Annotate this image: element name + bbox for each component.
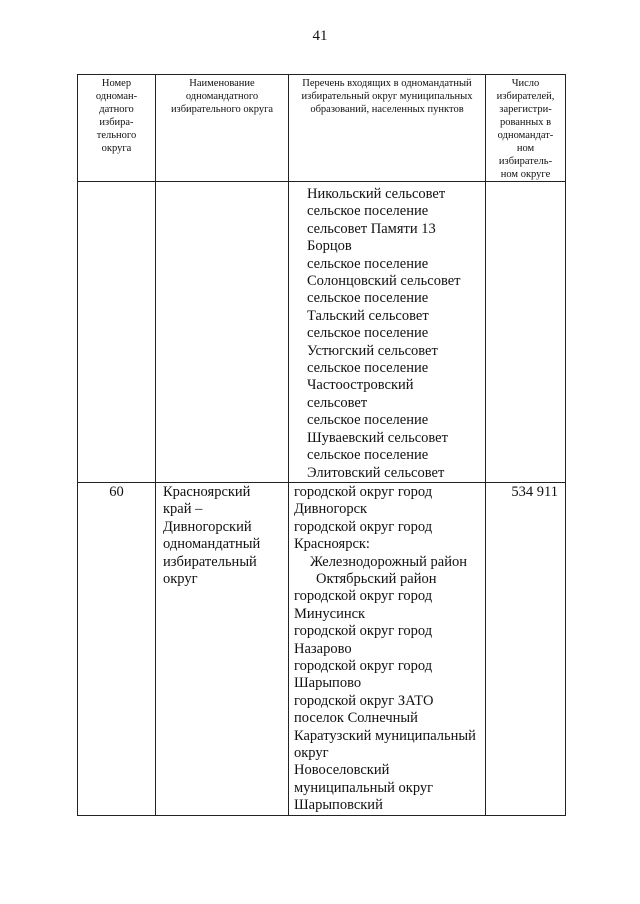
municipality-line: сельсовет	[307, 394, 368, 411]
header-line: Наименование	[189, 78, 255, 89]
header-line: датного	[99, 104, 134, 115]
district-number-cell	[78, 182, 156, 483]
district-name-line: Красноярский	[163, 483, 251, 500]
header-district-name	[156, 75, 289, 182]
header-line: тельного	[96, 130, 137, 141]
municipality-line: сельсовет Памяти 13	[307, 220, 436, 237]
district-name-line: край –	[163, 501, 203, 518]
municipality-line: Железнодорожный район	[310, 553, 467, 570]
header-line: избирательный округ муниципальных	[301, 91, 473, 102]
municipality-line: Красноярск:	[294, 536, 370, 553]
municipality-line: сельское поселение	[307, 325, 429, 342]
municipality-line: городской округ город	[294, 483, 433, 500]
municipality-line: сельское поселение	[307, 255, 429, 272]
municipality-line: сельское поселение	[307, 412, 429, 429]
municipality-line: сельское поселение	[307, 290, 429, 307]
municipality-line: Каратузский муниципальный	[294, 727, 476, 744]
municipality-line: Тальский сельсовет	[307, 307, 429, 324]
district-name-cell	[156, 182, 289, 483]
header-line: ном округе	[500, 169, 551, 180]
municipality-line: Минусинск	[294, 605, 366, 622]
voter-count-cell	[486, 182, 566, 483]
district-name-cell	[156, 482, 289, 815]
header-voter-count	[486, 75, 566, 182]
district-name-line: одномандатный	[163, 536, 261, 553]
header-line: одноман-	[95, 91, 138, 102]
table-row-continuation	[78, 182, 566, 483]
header-line: избирателей,	[496, 91, 555, 102]
municipality-line: Назарово	[294, 640, 352, 657]
municipality-line: Частоостровский	[307, 377, 414, 394]
district-name-line: избирательный	[163, 553, 257, 570]
table-row-district-60	[78, 482, 566, 815]
municipality-line: поселок Солнечный	[294, 710, 418, 727]
municipality-line: городской округ город	[294, 588, 433, 605]
municipality-line: Шуваевский сельсовет	[307, 429, 448, 446]
municipality-line: городской округ город	[294, 623, 433, 640]
municipality-line: округ	[294, 745, 329, 761]
municipality-line: городской округ ЗАТО	[294, 692, 434, 709]
header-line: Перечень входящих в одномандатный	[302, 78, 472, 89]
municipality-list	[289, 483, 485, 815]
header-line: образований, населенных пунктов	[310, 104, 464, 115]
table-header-row	[78, 75, 566, 182]
municipality-line: муниципальный округ	[294, 779, 434, 796]
municipality-line: городской округ город	[294, 518, 433, 535]
header-line: Номер	[101, 78, 132, 89]
municipality-line: Октябрьский район	[316, 570, 437, 587]
header-district-number	[78, 75, 156, 182]
municipality-line: Элитовский сельсовет	[307, 464, 445, 481]
header-line: рованных в	[499, 117, 552, 128]
electoral-districts-table	[77, 74, 566, 816]
municipality-line: сельское поселение	[307, 447, 429, 464]
voter-count-cell: 534 911	[486, 482, 566, 815]
header-line: одномандат-	[497, 130, 554, 141]
header-line: округа	[101, 143, 132, 154]
municipality-line: сельское поселение	[307, 203, 429, 220]
header-line: одномандатного	[185, 91, 259, 102]
municipality-line: Солонцовский сельсовет	[307, 273, 461, 290]
header-line: избира-	[99, 117, 134, 128]
district-number-cell: 60	[78, 482, 156, 815]
district-name-line: Дивногорский	[163, 518, 252, 535]
page-number: 41	[312, 28, 328, 44]
municipality-line: Борцов	[307, 238, 352, 255]
municipality-line: городской округ город	[294, 657, 433, 674]
municipalities-cell	[289, 182, 486, 483]
header-line: Число	[511, 78, 540, 89]
header-line: избиратель-	[498, 156, 553, 167]
municipality-list	[289, 182, 485, 482]
municipality-line: Новоселовский	[294, 762, 390, 779]
municipality-line: сельское поселение	[307, 360, 429, 377]
municipality-line: Шарыпово	[294, 675, 362, 692]
district-name-line: округ	[163, 570, 198, 587]
municipality-line: Устюгский сельсовет	[307, 342, 438, 359]
municipality-line: Дивногорск	[294, 501, 368, 518]
municipalities-cell	[289, 482, 486, 815]
municipality-line: Шарыповский	[294, 797, 383, 814]
header-municipalities	[289, 75, 486, 182]
header-line: избирательного округа	[170, 104, 274, 115]
header-line: ном	[516, 143, 535, 154]
header-line: зарегистри-	[499, 104, 552, 115]
municipality-line: Никольский сельсовет	[307, 186, 446, 202]
